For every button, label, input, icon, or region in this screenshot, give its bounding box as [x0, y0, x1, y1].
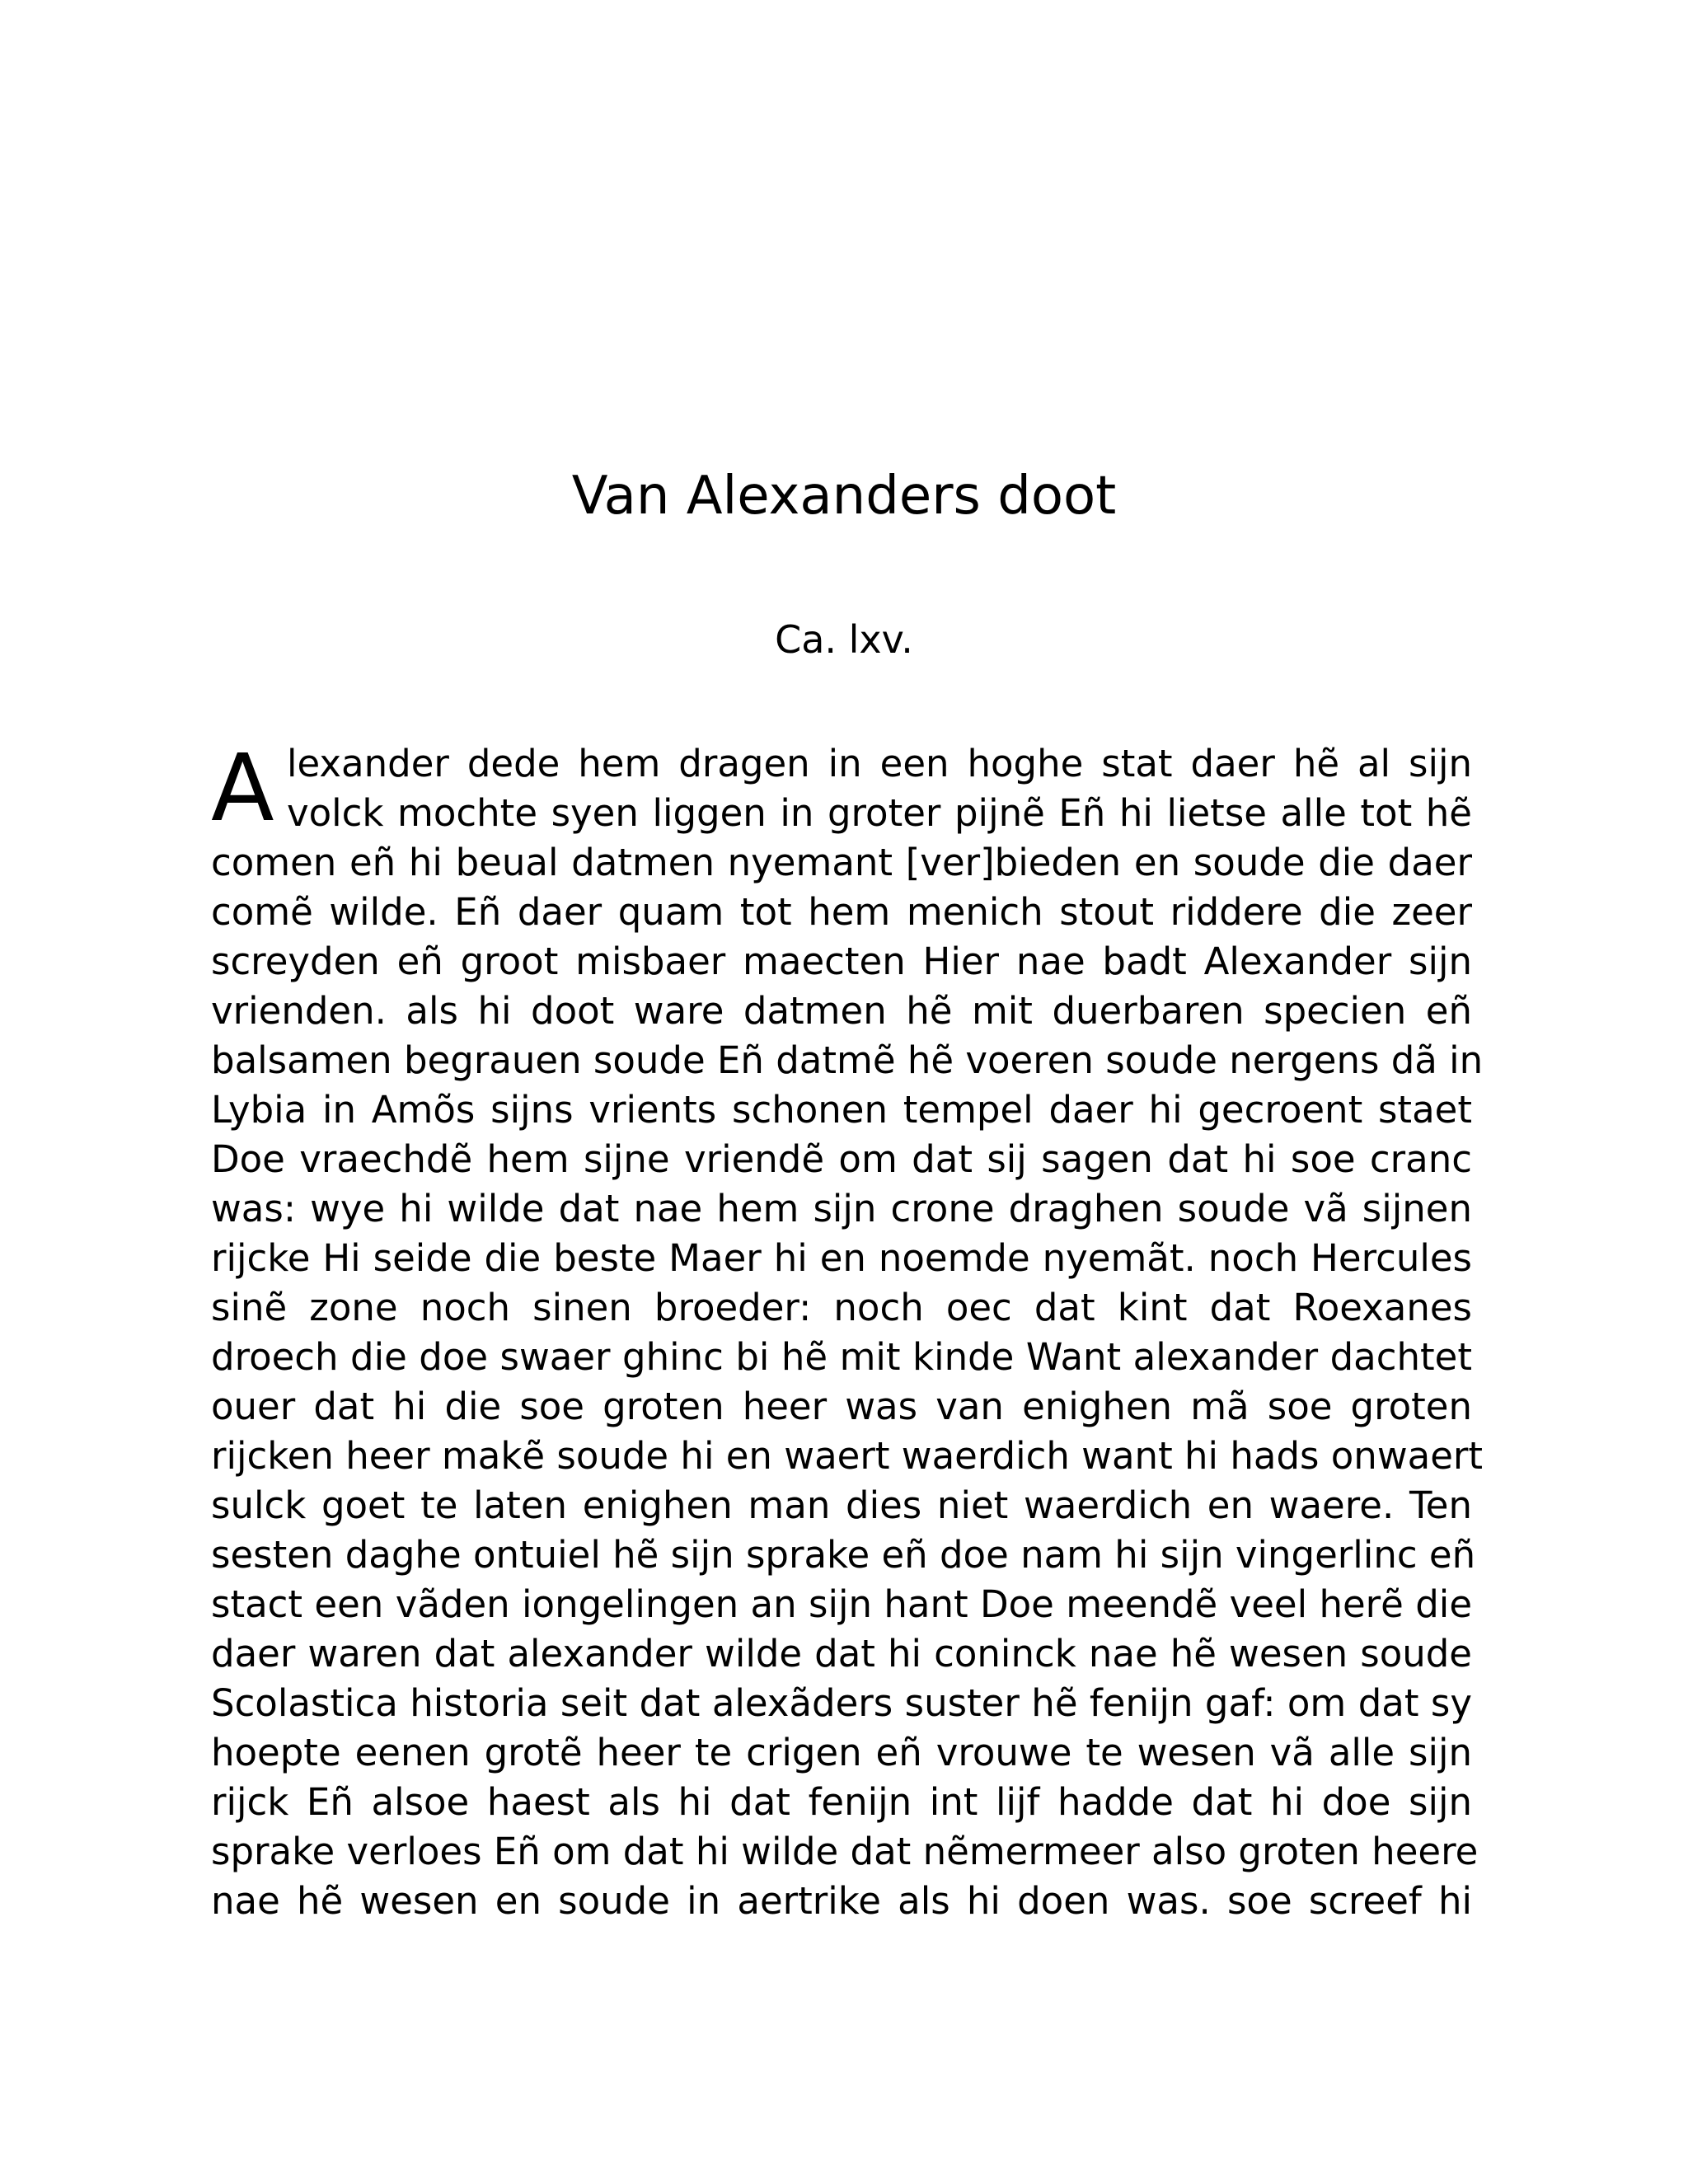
text-line: volck mochte syen liggen in groter pijnẽ Eñ hi lietse alle tot hẽ — [287, 791, 1472, 835]
text-line: rijcken heer makẽ soude hi en waert waerdich want hi hads onwaert — [211, 1434, 1484, 1478]
text-line: stact een vãden iongelingen an sijn hant Doe meendẽ veel herẽ die — [211, 1582, 1472, 1626]
text-line: comen eñ hi beual datmen nyemant [ver]bieden en soude die daer — [211, 841, 1472, 884]
text-line: droech die doe swaer ghinc bi hẽ mit kinde Want alexander dachtet — [211, 1335, 1472, 1379]
text-line: vrienden. als hi doot ware datmen hẽ mit duerbaren specien eñ — [211, 989, 1472, 1033]
text-line: sinẽ zone noch sinen broeder: noch oec dat kint dat Roexanes — [211, 1286, 1472, 1329]
text-line: comẽ wilde. Eñ daer quam tot hem menich stout riddere die zeer — [211, 890, 1472, 934]
text-line: was: wye hi wilde dat nae hem sijn crone draghen soude vã sijnen — [211, 1187, 1472, 1230]
text-line: ouer dat hi die soe groten heer was van enighen mã soe groten — [211, 1385, 1472, 1428]
chapter-heading: Ca. lxv. — [775, 617, 913, 662]
text-line: Lybia in Amõs sijns vrients schonen tempel daer hi gecroent staet — [211, 1088, 1472, 1132]
text-line: lexander dede hem dragen in een hoghe stat daer hẽ al sijn — [287, 742, 1472, 785]
text-line: rijcke Hi seide die beste Maer hi en noemde nyemãt. noch Hercules — [211, 1236, 1472, 1280]
text-line: sprake verloes Eñ om dat hi wilde dat nẽmermeer also groten heere — [211, 1830, 1479, 1873]
text-line: daer waren dat alexander wilde dat hi coninck nae hẽ wesen soude — [211, 1632, 1472, 1675]
text-line: sulck goet te laten enighen man dies niet waerdich en waere. Ten — [211, 1483, 1472, 1527]
text-line: Scolastica historia seit dat alexãders suster hẽ fenijn gaf: om dat sy — [211, 1681, 1472, 1725]
text-line: sesten daghe ontuiel hẽ sijn sprake eñ doe nam hi sijn vingerlinc eñ — [211, 1533, 1476, 1577]
text-line: hoepte eenen grotẽ heer te crigen eñ vrouwe te wesen vã alle sijn — [211, 1731, 1472, 1774]
text-line: nae hẽ wesen en soude in aertrike als hi doen was. soe screef hi — [211, 1879, 1472, 1923]
text-line: screyden eñ groot misbaer maecten Hier nae badt Alexander sijn — [211, 940, 1472, 983]
drop-cap: A — [211, 735, 274, 842]
body-paragraph — [211, 735, 1484, 1926]
page-title: Van Alexanders doot — [571, 466, 1117, 527]
text-line: rijck Eñ alsoe haest als hi dat fenijn int lijf hadde dat hi doe sijn — [211, 1780, 1472, 1824]
text-line: Doe vraechdẽ hem sijne vriendẽ om dat sij sagen dat hi soe cranc — [211, 1137, 1472, 1181]
text-line: balsamen begrauen soude Eñ datmẽ hẽ voeren soude nergens dã in — [211, 1038, 1484, 1082]
